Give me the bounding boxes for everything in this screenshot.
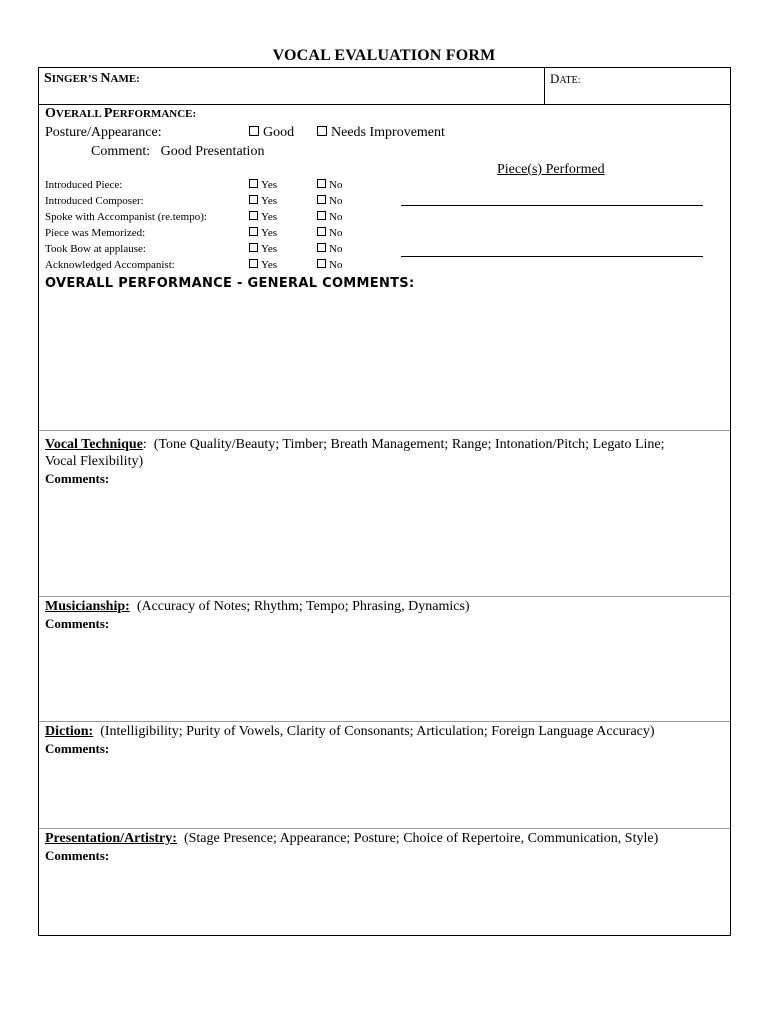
form-title: VOCAL EVALUATION FORM [272, 47, 496, 64]
musicianship-description: (Accuracy of Notes; Rhythm; Tempo; Phrasing, Dynamics) [136, 599, 470, 614]
comments-label: Comments: [45, 741, 110, 756]
piece-line-2[interactable] [401, 256, 703, 257]
musicianship-comments-area[interactable] [45, 634, 725, 716]
item-label: Acknowledged Accompanist: [45, 259, 175, 271]
item-no[interactable]: No [317, 243, 342, 255]
item-label: Took Bow at applause: [45, 243, 146, 255]
item-label: Piece was Memorized: [45, 227, 146, 239]
vocal-technique-description-cont: Vocal Flexibility) [45, 454, 144, 469]
yes-checkbox[interactable] [249, 195, 258, 204]
presentation-heading: Presentation/Artistry: (Stage Presence; Appearance; Posture; Choice of Repertoire, Communication, Style) [45, 831, 659, 846]
general-comments-heading: OVERALL PERFORMANCE - GENERAL COMMENTS: [45, 276, 415, 291]
item-no[interactable]: No [317, 259, 342, 271]
item-no[interactable]: No [317, 211, 342, 223]
yes-checkbox[interactable] [249, 211, 258, 220]
overall-performance-heading: OVERALL PERFORMANCE: [45, 106, 197, 121]
presentation-comments-area[interactable] [45, 866, 725, 930]
needs-improvement-label: Needs Improvement [331, 125, 445, 140]
item-no[interactable]: No [317, 195, 342, 207]
no-checkbox[interactable] [317, 227, 326, 236]
comment-label: Comment: [91, 144, 151, 159]
item-label: Spoke with Accompanist (re.tempo): [45, 211, 207, 223]
overall-performance-section [39, 105, 730, 431]
item-label: Introduced Composer: [45, 195, 144, 207]
no-checkbox[interactable] [317, 179, 326, 188]
needs-improvement-checkbox[interactable] [317, 126, 327, 136]
comment-line [91, 144, 264, 160]
yes-checkbox[interactable] [249, 179, 258, 188]
yes-checkbox[interactable] [249, 227, 258, 236]
yes-checkbox[interactable] [249, 243, 258, 252]
diction-section [39, 722, 730, 829]
comments-label: Comments: [45, 471, 110, 486]
diction-description: (Intelligibility; Purity of Vowels, Clarity of Consonants; Articulation; Foreign Language Accuracy) [100, 724, 655, 739]
yes-checkbox[interactable] [249, 259, 258, 268]
piece-line-1[interactable] [401, 205, 703, 206]
general-comments-area[interactable] [45, 297, 725, 425]
vocal-technique-section [39, 431, 730, 597]
item-label: Introduced Piece: [45, 179, 123, 191]
no-checkbox[interactable] [317, 211, 326, 220]
vocal-technique-description: (Tone Quality/Beauty; Timber; Breath Management; Range; Intonation/Pitch; Legato Line; [153, 437, 665, 452]
date-label: DATE: [544, 68, 732, 105]
header-row [39, 68, 730, 105]
good-label: Good [263, 125, 295, 140]
item-yes[interactable]: Yes [249, 211, 277, 223]
vocal-technique-comments-area[interactable] [45, 489, 725, 589]
singer-name-label: SINGER’S NAME: [44, 71, 140, 86]
item-yes[interactable]: Yes [249, 179, 277, 191]
good-checkbox[interactable] [249, 126, 259, 136]
evaluation-form [38, 67, 731, 936]
needs-improvement-option[interactable] [317, 125, 445, 141]
diction-comments-area[interactable] [45, 759, 725, 823]
comments-label: Comments: [45, 616, 110, 631]
no-checkbox[interactable] [317, 259, 326, 268]
comment-value[interactable]: Good Presentation [160, 144, 265, 159]
presentation-section [39, 829, 730, 935]
item-yes[interactable]: Yes [249, 243, 277, 255]
item-no[interactable]: No [317, 179, 342, 191]
no-checkbox[interactable] [317, 195, 326, 204]
musicianship-heading: Musicianship: (Accuracy of Notes; Rhythm; Tempo; Phrasing, Dynamics) [45, 599, 470, 614]
vocal-technique-heading: Vocal Technique: (Tone Quality/Beauty; Timber; Breath Management; Range; Intonation/Pitch; Legato Line; [45, 437, 665, 452]
good-option[interactable] [249, 125, 294, 141]
posture-label: Posture/Appearance: [45, 125, 162, 140]
item-yes[interactable]: Yes [249, 227, 277, 239]
musicianship-section [39, 597, 730, 722]
item-yes[interactable]: Yes [249, 259, 277, 271]
comments-label: Comments: [45, 848, 110, 863]
presentation-description: (Stage Presence; Appearance; Posture; Choice of Repertoire, Communication, Style) [183, 831, 659, 846]
pieces-performed-label: Piece(s) Performed [497, 162, 605, 177]
diction-heading: Diction: (Intelligibility; Purity of Vowels, Clarity of Consonants; Articulation; Foreign Language Accuracy) [45, 724, 655, 739]
item-yes[interactable]: Yes [249, 195, 277, 207]
item-no[interactable]: No [317, 227, 342, 239]
no-checkbox[interactable] [317, 243, 326, 252]
